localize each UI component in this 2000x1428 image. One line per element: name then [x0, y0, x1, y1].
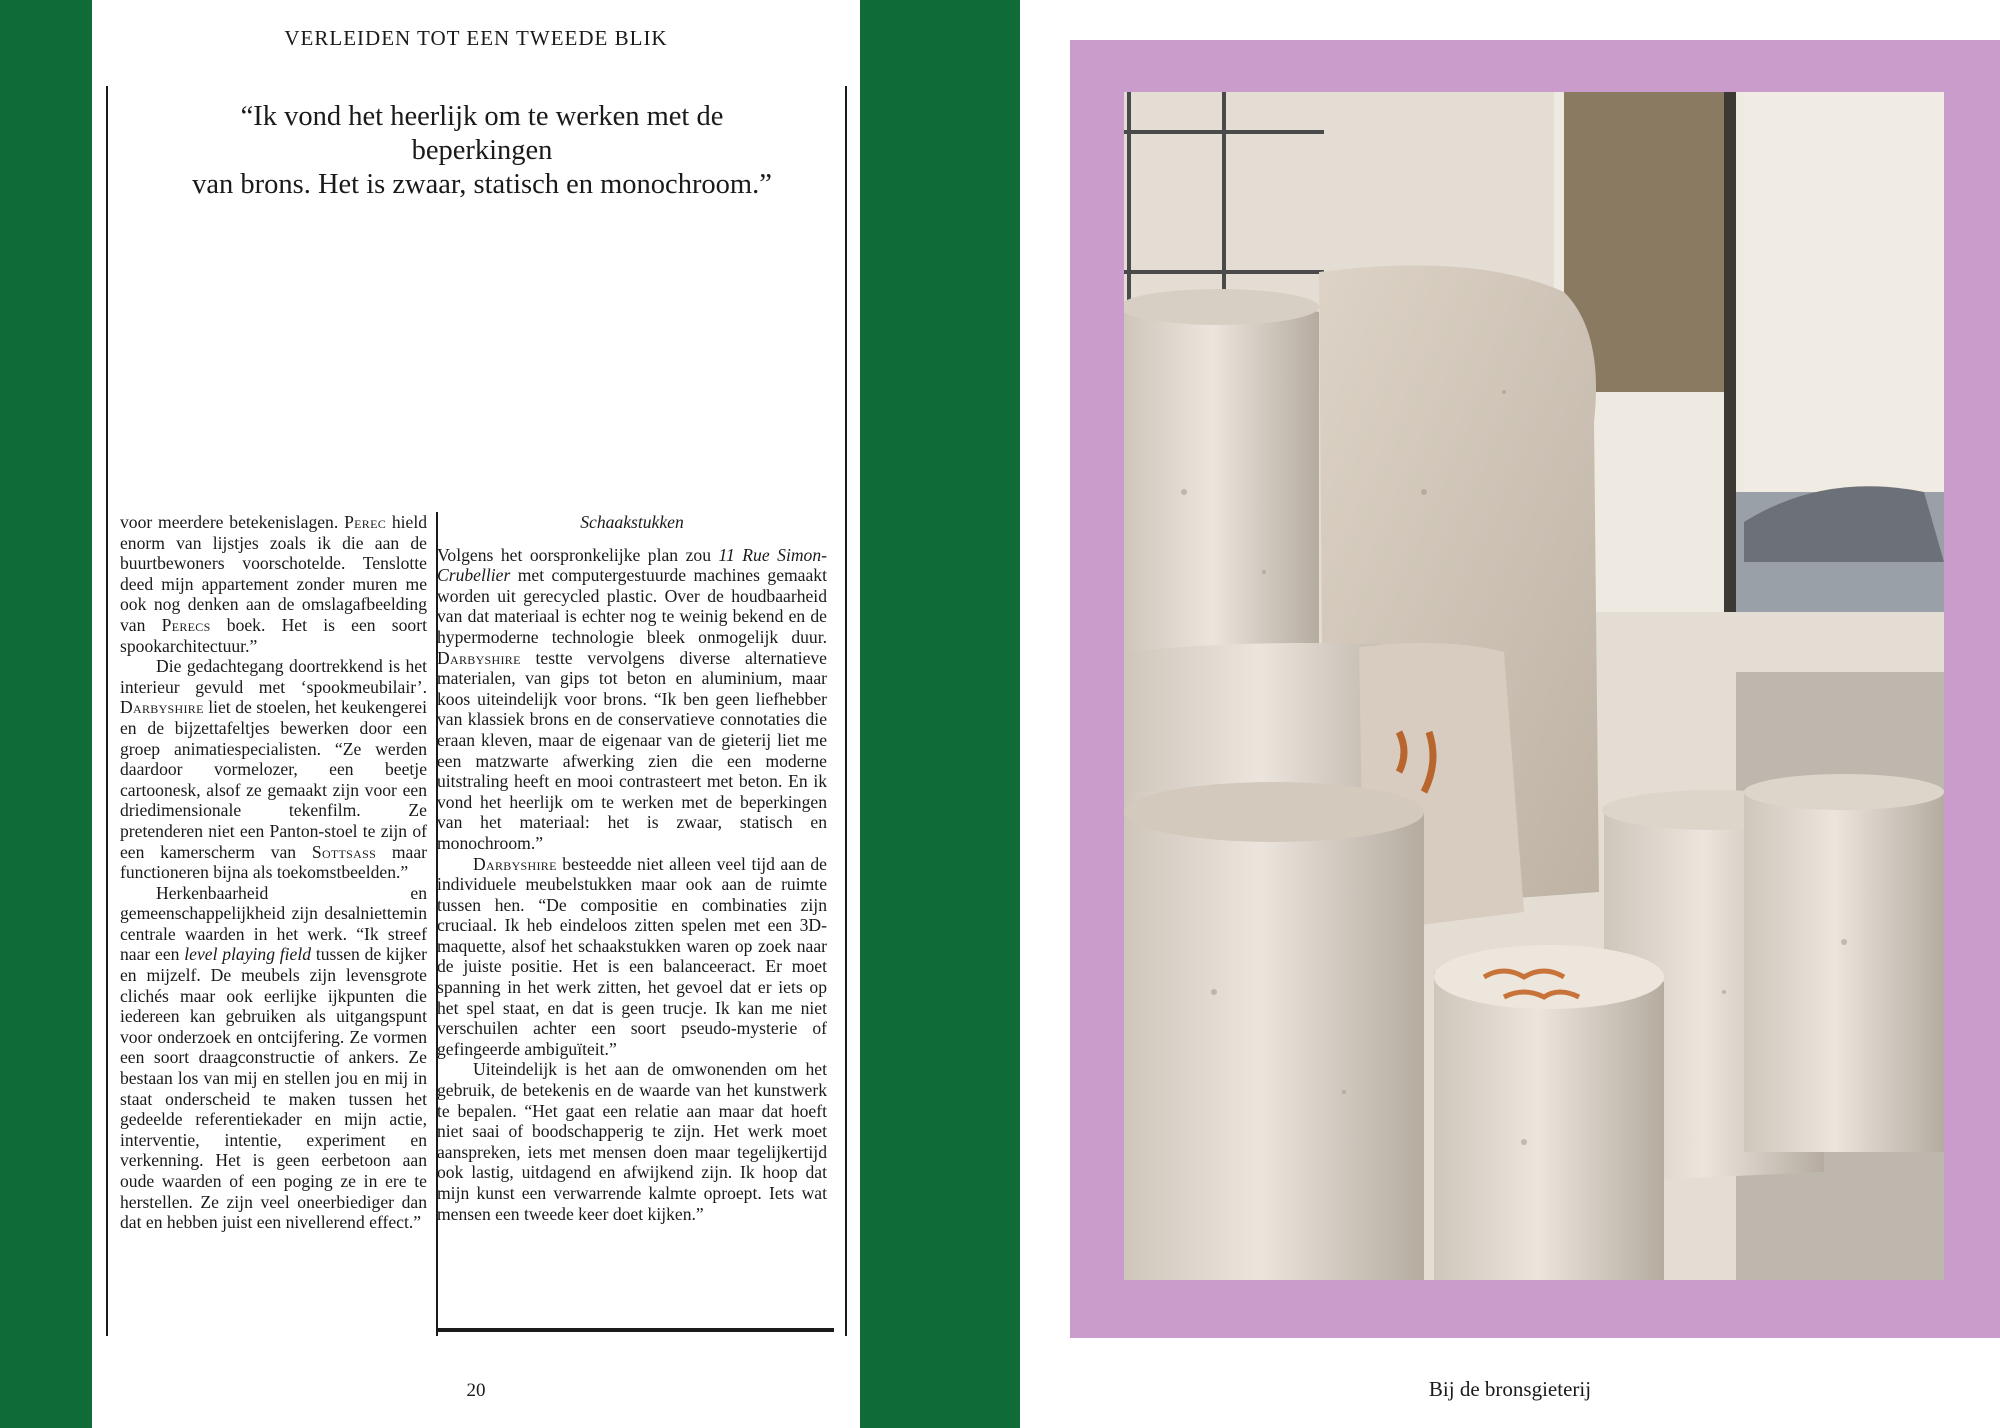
photo-illustration [1124, 92, 1944, 1280]
section-subhead: Schaakstukken [580, 512, 684, 532]
paragraph: Herkenbaarheid en gemeenschappelijkheid zijn desalniettemin centrale waarden in het werk. “Ik streef naar een level playing field tussen de kijker en mijzelf. De meubels zijn levensgrote clichés maar ook eerlijke ijkpunten die iedereen kan gebruiken als uitgangspunt voor onderzoek en ontcijfering. Ze vormen een soort draagconstructie of ankers. Ze bestaan los van mij en stellen jou en mij in staat onderscheid te maken tussen het gedeelde referentiekader en mijn actie, interventie, intentie, experiment en verkenning. Het is geen eerbetoon aan oude waarden of een poging ze in ere te herstellen. Ze zijn veel oneerbiediger dan dat en hebben juist een nivellerend effect.” [120, 882, 427, 1233]
right-page [1020, 0, 2000, 1428]
pull-quote-line-1: “Ik vond het heerlijk om te werken met de beperkingen [240, 101, 724, 166]
article-column-1 [120, 512, 427, 1233]
column-rule-left [106, 86, 108, 1336]
green-band-left [0, 0, 92, 1428]
pull-quote [182, 100, 782, 202]
green-band-middle [860, 0, 1020, 1428]
paragraph: Die gedachtegang doortrekkend is het interieur gevuld met ‘spookmeubilair’. Darbyshire liet de stoelen, het keukengerei en de bijzettafeltjes bewerken door een groep animatiespecialisten. “Ze werden daardoor vormelozer, een beetje cartoonesk, alsof ze gemaakt zijn voor een driedimensionale tekenfilm. Ze pretenderen niet een Panton-stoel te zijn of een kamerscherm van Sottsass maar functioneren bijna als toekomstbeelden.” [120, 656, 428, 883]
pull-quote-line-2: van brons. Het is zwaar, statisch en monochroom.” [192, 169, 772, 200]
column-end-rule [437, 1328, 834, 1332]
left-page [92, 0, 860, 1428]
running-head: VERLEIDEN TOT EEN TWEEDE BLIK [284, 26, 668, 50]
photo-bronze-foundry-casts [1124, 92, 1944, 1280]
page-number: 20 [466, 1380, 486, 1401]
article-column-2 [437, 512, 827, 1224]
paragraph: Volgens het oorspronkelijke plan zou 11 Rue Simon-Crubellier met computergestuurde machines gemaakt worden uit gerecycled plastic. Over de houdbaarheid van dat materiaal is echter nog te weinig bekend en de hypermoderne technologie bleek onmogelijk duur. Darbyshire testte vervolgens diverse alternatieve materialen, van gips tot beton en aluminium, maar koos uiteindelijk voor brons. “Ik ben geen liefhebber van klassiek brons en de conservatieve connotaties die eraan kleven, maar de eigenaar van de gieterij liet me een matzwarte afwerking zien die een moderne uitstraling heeft en mooi contrasteert met beton. En ik vond het heerlijk om te werken met de beperkingen van het materiaal: het is zwaar, statisch en monochroom.” [437, 544, 828, 853]
paragraph: Uiteindelijk is het aan de omwonenden om het gebruik, de betekenis en de waarde van het kunstwerk te bepalen. “Het gaat een relatie aan maar dat hoeft niet saai of boodschapperig te zijn. Het werk moet aanspreken, iets met mensen doen maar tegelijkertijd ook lastig, uitdagend en afwijkend zijn. Ik hoop dat mijn kunst een verwarrende kalmte oproept. Iets wat mensen een tweede keer doet kijken.” [437, 1059, 827, 1224]
photo-caption: Bij de bronsgieterij [1428, 1377, 1592, 1401]
paragraph: voor meerdere betekenislagen. Perec hield enorm van lijstjes zoals ik die aan de buurtbewoners voorschotelde. Tenslotte deed mijn appartement zonder muren me ook nog denken aan de omslagafbeelding van Perecs boek. Het is een soort spookarchitectuur.” [120, 512, 428, 656]
paragraph: Darbyshire besteedde niet alleen veel tijd aan de individuele meubelstukken maar ook aan de ruimte tussen hen. “De compositie en combinaties zijn cruciaal. Ik heb eindeloos zitten spelen met een 3D-maquette, alsof het schaakstukken waren op zoek naar de juiste positie. Het is een balanceeract. Er moet spanning in het werk zitten, het gevoel dat er iets op het spel staat, en dat is geen trucje. Ik kan me niet verschuilen achter een soort pseudo-mysterie of gefingeerde ambiguïteit.” [437, 853, 827, 1059]
column-rule-right [845, 86, 847, 1336]
